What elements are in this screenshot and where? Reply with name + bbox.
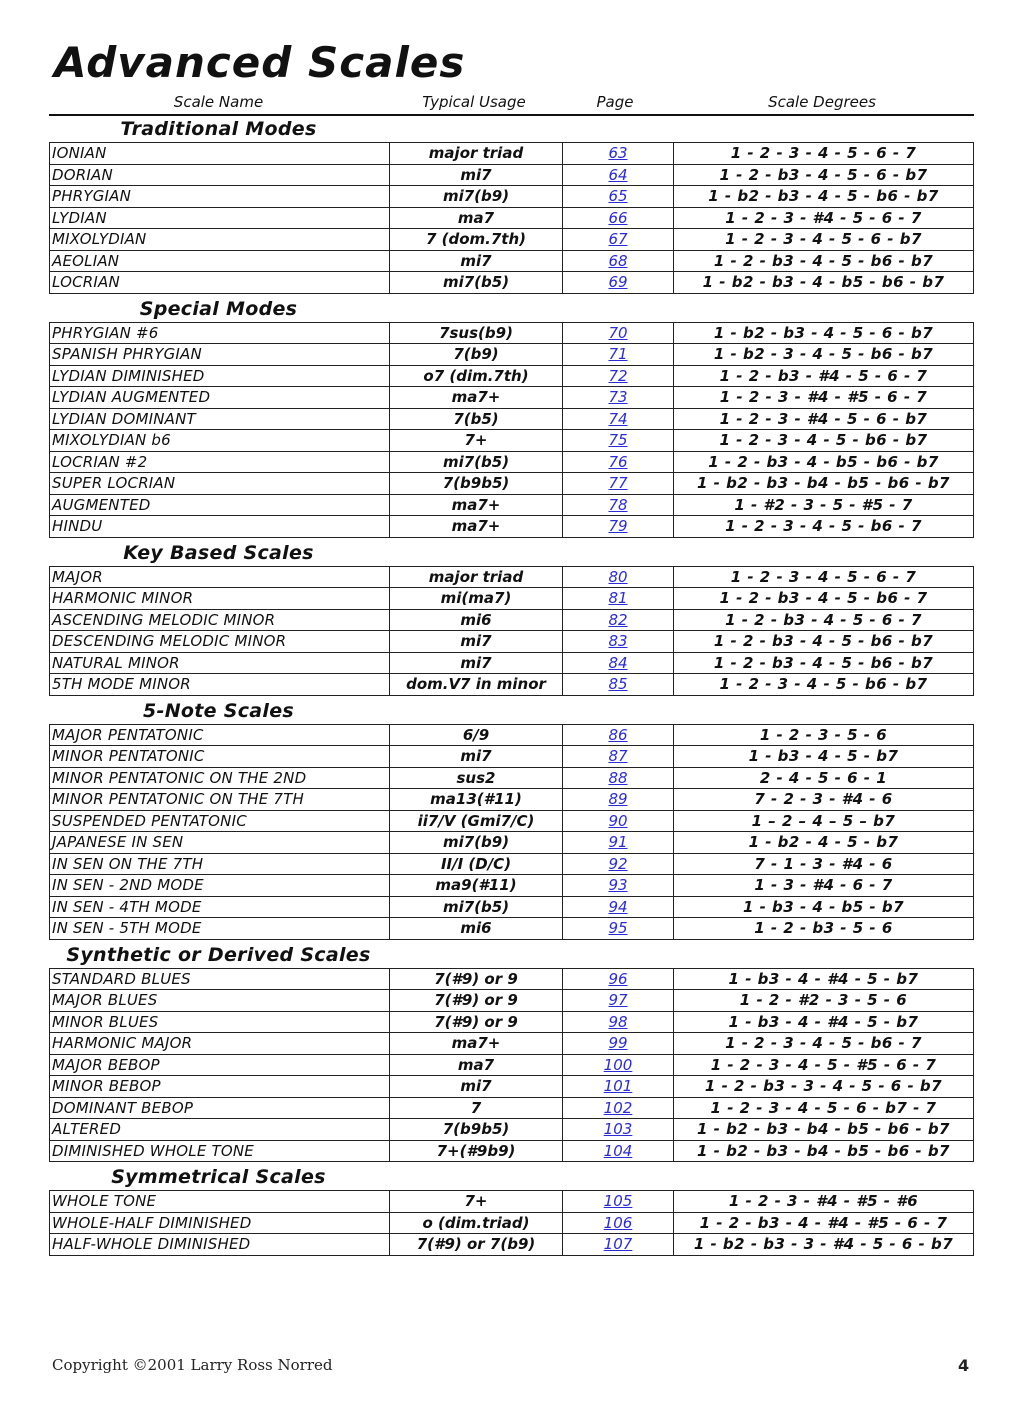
scale-degrees-cell: 1 - b2 - b3 - b4 - b5 - b6 - b7 [674,473,974,495]
typical-usage-cell: mi7 [390,631,563,653]
scale-table [49,566,974,696]
scale-degrees-cell: 1 - b2 - b3 - 4 - b5 - b6 - b7 [674,272,974,294]
table-row [50,143,974,165]
typical-usage-cell: 7(#9) or 9 [390,968,563,990]
typical-usage-cell: ma7+ [390,516,563,538]
scale-table [49,968,974,1163]
table-row [50,918,974,940]
page-cell [563,143,674,165]
scale-name-cell: LYDIAN [50,207,390,229]
page-link[interactable]: 75 [608,431,628,450]
typical-usage-cell: mi(ma7) [390,588,563,610]
table-row [50,810,974,832]
page-link[interactable]: 90 [608,811,628,830]
page-cell [563,566,674,588]
page-link[interactable]: 76 [608,452,628,471]
table-row [50,566,974,588]
page-link[interactable]: 89 [608,790,628,809]
page-link[interactable]: 100 [603,1055,633,1074]
typical-usage-cell: ma7+ [390,494,563,516]
table-row [50,229,974,251]
page-cell [563,1033,674,1055]
page-cell [563,473,674,495]
page-cell [563,1054,674,1076]
table-row [50,968,974,990]
scale-degrees-cell: 1 - 2 - b3 - 4 - b5 - b6 - b7 [674,451,974,473]
scale-degrees-cell: 1 - 2 - 3 - 4 - 5 - b6 - 7 [674,1033,974,1055]
page-cell [563,1097,674,1119]
scale-name-cell: HALF-WHOLE DIMINISHED [50,1234,390,1256]
table-row [50,250,974,272]
scale-name-cell: WHOLE-HALF DIMINISHED [50,1212,390,1234]
table-row [50,1097,974,1119]
typical-usage-cell: mi7(b9) [390,832,563,854]
scale-name-cell: LOCRIAN [50,272,390,294]
page-cell [563,494,674,516]
page-link[interactable]: 96 [608,969,628,988]
table-row [50,516,974,538]
page-cell [563,652,674,674]
page-link[interactable]: 84 [608,653,628,672]
scale-name-cell: HINDU [50,516,390,538]
typical-usage-cell: ma7 [390,1054,563,1076]
page-link[interactable]: 91 [608,833,628,852]
page-cell [563,1191,674,1213]
table-row [50,724,974,746]
scale-degrees-cell: 1 - 2 - 3 - #4 - 5 - 6 - b7 [674,408,974,430]
page-link[interactable]: 104 [603,1141,633,1160]
scale-name-cell: MAJOR BEBOP [50,1054,390,1076]
scale-name-cell: IN SEN - 2ND MODE [50,875,390,897]
typical-usage-cell: major triad [390,143,563,165]
scale-name-cell: ALTERED [50,1119,390,1141]
page-link[interactable]: 102 [603,1098,633,1117]
scale-degrees-cell: 1 - 2 - 3 - #4 - #5 - #6 [674,1191,974,1213]
table-row [50,674,974,696]
table-row [50,186,974,208]
page-cell [563,918,674,940]
typical-usage-cell: mi6 [390,609,563,631]
scale-name-cell: MINOR BEBOP [50,1076,390,1098]
scale-name-cell: MIXOLYDIAN [50,229,390,251]
scale-name-cell: MINOR PENTATONIC [50,746,390,768]
table-row [50,896,974,918]
page-link[interactable]: 105 [603,1192,633,1211]
scale-name-cell: MIXOLYDIAN b6 [50,430,390,452]
page-cell [563,229,674,251]
page-cell [563,832,674,854]
page-link[interactable]: 63 [608,144,628,163]
table-row [50,631,974,653]
table-row [50,832,974,854]
page-cell [563,631,674,653]
scale-degrees-cell: 1 - 2 - b3 - #4 - 5 - 6 - 7 [674,365,974,387]
table-row [50,1076,974,1098]
scale-name-cell: SUSPENDED PENTATONIC [50,810,390,832]
page-link[interactable]: 67 [608,230,628,249]
scale-name-cell: PHRYGIAN [50,186,390,208]
page-cell [563,896,674,918]
scale-table [49,724,974,940]
table-row [50,494,974,516]
page-link[interactable]: 65 [608,187,628,206]
page-link[interactable]: 83 [608,632,628,651]
typical-usage-cell: o7 (dim.7th) [390,365,563,387]
page-link[interactable]: 70 [608,323,628,342]
column-header-scale-name: Scale Name [173,93,264,111]
page-link[interactable]: 95 [608,919,628,938]
scale-degrees-cell: 2 - 4 - 5 - 6 - 1 [674,767,974,789]
scale-degrees-cell: 1 - 2 - b3 - 4 - 5 - b6 - b7 [674,631,974,653]
page-cell [563,990,674,1012]
scale-degrees-cell: 1 - b3 - 4 - b5 - b7 [674,896,974,918]
scale-name-cell: DESCENDING MELODIC MINOR [50,631,390,653]
scale-degrees-cell: 1 - 2 - 3 - 4 - 5 - 6 - b7 [674,229,974,251]
page-cell [563,724,674,746]
page-cell [563,516,674,538]
typical-usage-cell: major triad [390,566,563,588]
table-row [50,875,974,897]
section-title: Key Based Scales [123,541,314,564]
table-row [50,1212,974,1234]
typical-usage-cell: mi6 [390,918,563,940]
page-cell [563,387,674,409]
table-row [50,408,974,430]
page-link[interactable]: 77 [608,474,628,493]
page-link[interactable]: 72 [608,366,628,385]
typical-usage-cell: 7+(#9b9) [390,1140,563,1162]
page-link[interactable]: 93 [608,876,628,895]
page-link[interactable]: 94 [608,897,628,916]
page-cell [563,789,674,811]
scale-degrees-cell: 1 – 2 – 4 – 5 – b7 [674,810,974,832]
scale-name-cell: MINOR PENTATONIC ON THE 2ND [50,767,390,789]
column-header-row [49,92,974,116]
table-row [50,746,974,768]
scale-name-cell: DOMINANT BEBOP [50,1097,390,1119]
section-title: Symmetrical Scales [111,1166,326,1188]
page-link[interactable]: 106 [603,1213,633,1232]
scale-degrees-cell: 1 - 2 - b3 - 4 - 5 - b6 - b7 [674,250,974,272]
table-row [50,430,974,452]
scale-degrees-cell: 1 - b2 - b3 - 4 - 5 - b6 - b7 [674,186,974,208]
typical-usage-cell: II/I (D/C) [390,853,563,875]
scale-degrees-cell: 1 - 2 - b3 - 4 - #4 - #5 - 6 - 7 [674,1212,974,1234]
typical-usage-cell: 7 [390,1097,563,1119]
scale-name-cell: DORIAN [50,164,390,186]
typical-usage-cell: 7(#9) or 9 [390,990,563,1012]
page-link[interactable]: 73 [608,388,628,407]
page-cell [563,968,674,990]
scale-degrees-cell: 1 - 2 - b3 - 4 - 5 - b6 - b7 [674,652,974,674]
page-cell [563,164,674,186]
page-link[interactable]: 69 [608,273,628,292]
page-cell [563,746,674,768]
scale-degrees-cell: 1 - 2 - 3 - 4 - 5 - b6 - 7 [674,516,974,538]
page-link[interactable]: 88 [608,768,628,787]
scale-table [49,322,974,538]
page-link[interactable]: 87 [608,747,628,766]
typical-usage-cell: mi7 [390,1076,563,1098]
scale-name-cell: 5TH MODE MINOR [50,674,390,696]
typical-usage-cell: ma7+ [390,387,563,409]
typical-usage-cell: 7(#9) or 9 [390,1011,563,1033]
page-cell [563,1212,674,1234]
typical-usage-cell: ii7/V (Gmi7/C) [390,810,563,832]
typical-usage-cell: 7sus(b9) [390,322,563,344]
page-cell [563,609,674,631]
scale-name-cell: NATURAL MINOR [50,652,390,674]
page-link[interactable]: 92 [608,854,628,873]
page-link[interactable]: 80 [608,567,628,586]
table-row [50,1033,974,1055]
table-row [50,1011,974,1033]
scale-degrees-cell: 7 - 2 - 3 - #4 - 6 [674,789,974,811]
scale-degrees-cell: 1 - b2 - b3 - 3 - #4 - 5 - 6 - b7 [674,1234,974,1256]
column-header-typical-usage: Typical Usage [422,93,526,111]
scale-table [49,142,974,294]
scale-name-cell: MAJOR PENTATONIC [50,724,390,746]
page-link[interactable]: 64 [608,165,628,184]
scale-name-cell: LYDIAN AUGMENTED [50,387,390,409]
table-row [50,207,974,229]
page-cell [563,1011,674,1033]
scale-name-cell: HARMONIC MAJOR [50,1033,390,1055]
page-link[interactable]: 66 [608,208,628,227]
section-title: Special Modes [139,297,298,320]
table-row [50,365,974,387]
typical-usage-cell: 7(#9) or 7(b9) [390,1234,563,1256]
scale-degrees-cell: 1 - 2 - 3 - #4 - #5 - 6 - 7 [674,387,974,409]
table-row [50,1191,974,1213]
typical-usage-cell: 7(b9) [390,344,563,366]
page-link[interactable]: 99 [608,1034,628,1053]
table-row [50,272,974,294]
page-link[interactable]: 101 [603,1077,633,1096]
page-cell [563,875,674,897]
scale-name-cell: IN SEN ON THE 7TH [50,853,390,875]
section-title: Synthetic or Derived Scales [66,943,371,966]
scale-name-cell: IN SEN - 4TH MODE [50,896,390,918]
scale-name-cell: PHRYGIAN #6 [50,322,390,344]
scale-degrees-cell: 1 - b2 - 4 - 5 - b7 [674,832,974,854]
scale-degrees-cell: 1 - 2 - 3 - 5 - 6 [674,724,974,746]
scale-degrees-cell: 7 - 1 - 3 - #4 - 6 [674,853,974,875]
typical-usage-cell: ma7 [390,207,563,229]
page-cell [563,588,674,610]
page-title: Advanced Scales [54,38,466,87]
scale-degrees-cell: 1 - 2 - 3 - #4 - 5 - 6 - 7 [674,207,974,229]
page-link[interactable]: 71 [608,345,628,364]
table-row [50,1234,974,1256]
page-link[interactable]: 78 [608,495,628,514]
scale-name-cell: IN SEN - 5TH MODE [50,918,390,940]
page-cell [563,810,674,832]
page-cell [563,186,674,208]
table-row [50,387,974,409]
typical-usage-cell: mi7(b5) [390,272,563,294]
typical-usage-cell: o (dim.triad) [390,1212,563,1234]
page-link[interactable]: 82 [608,610,628,629]
page-link[interactable]: 85 [608,675,628,694]
typical-usage-cell: 7(b9b5) [390,1119,563,1141]
typical-usage-cell: dom.V7 in minor [390,674,563,696]
scale-name-cell: IONIAN [50,143,390,165]
scale-degrees-cell: 1 - b2 - b3 - 4 - 5 - 6 - b7 [674,322,974,344]
scale-name-cell: MINOR PENTATONIC ON THE 7TH [50,789,390,811]
typical-usage-cell: 7+ [390,430,563,452]
scale-name-cell: LOCRIAN #2 [50,451,390,473]
scale-degrees-cell: 1 - b2 - b3 - b4 - b5 - b6 - b7 [674,1119,974,1141]
scale-table [49,1190,974,1256]
scale-degrees-cell: 1 - b3 - 4 - 5 - b7 [674,746,974,768]
page-cell [563,1076,674,1098]
page-link[interactable]: 86 [608,725,628,744]
page-link[interactable]: 97 [608,991,628,1010]
scale-name-cell: HARMONIC MINOR [50,588,390,610]
typical-usage-cell: sus2 [390,767,563,789]
scale-degrees-cell: 1 - 2 - 3 - 4 - 5 - #5 - 6 - 7 [674,1054,974,1076]
table-row [50,322,974,344]
page-link[interactable]: 79 [608,517,628,536]
page-cell [563,272,674,294]
page-link[interactable]: 81 [608,589,628,608]
scale-name-cell: ASCENDING MELODIC MINOR [50,609,390,631]
typical-usage-cell: mi7(b5) [390,896,563,918]
typical-usage-cell: 7(b5) [390,408,563,430]
copyright-notice: Copyright ©2001 Larry Ross Norred [52,1356,333,1374]
page-link[interactable]: 68 [608,251,628,270]
scale-name-cell: STANDARD BLUES [50,968,390,990]
scale-name-cell: AEOLIAN [50,250,390,272]
page-cell [563,365,674,387]
table-row [50,1140,974,1162]
scale-name-cell: LYDIAN DOMINANT [50,408,390,430]
typical-usage-cell: ma7+ [390,1033,563,1055]
scale-degrees-cell: 1 - b2 - b3 - b4 - b5 - b6 - b7 [674,1140,974,1162]
scale-name-cell: LYDIAN DIMINISHED [50,365,390,387]
scale-degrees-cell: 1 - b3 - 4 - #4 - 5 - b7 [674,968,974,990]
section-title: Traditional Modes [120,118,317,140]
typical-usage-cell: mi7(b5) [390,451,563,473]
table-row [50,767,974,789]
table-row [50,652,974,674]
scale-degrees-cell: 1 - 2 - b3 - 5 - 6 [674,918,974,940]
table-row [50,473,974,495]
typical-usage-cell: 6/9 [390,724,563,746]
scale-degrees-cell: 1 - b2 - 3 - 4 - 5 - b6 - b7 [674,344,974,366]
table-row [50,609,974,631]
page-cell [563,1140,674,1162]
scale-name-cell: MAJOR BLUES [50,990,390,1012]
page-link[interactable]: 98 [608,1012,628,1031]
scale-name-cell: SPANISH PHRYGIAN [50,344,390,366]
table-row [50,990,974,1012]
page-cell [563,853,674,875]
scale-name-cell: JAPANESE IN SEN [50,832,390,854]
scale-degrees-cell: 1 - 2 - b3 - 4 - 5 - 6 - 7 [674,609,974,631]
section-title: 5-Note Scales [142,699,295,722]
page-cell [563,451,674,473]
typical-usage-cell: mi7(b9) [390,186,563,208]
column-header-page: Page [596,93,634,111]
table-row [50,853,974,875]
scale-degrees-cell: 1 - b3 - 4 - #4 - 5 - b7 [674,1011,974,1033]
page-cell [563,344,674,366]
table-row [50,344,974,366]
scale-name-cell: WHOLE TONE [50,1191,390,1213]
scale-degrees-cell: 1 - 2 - 3 - 4 - 5 - 6 - b7 - 7 [674,1097,974,1119]
scale-degrees-cell: 1 - #2 - 3 - 5 - #5 - 7 [674,494,974,516]
typical-usage-cell: ma13(#11) [390,789,563,811]
scale-degrees-cell: 1 - 2 - b3 - 4 - 5 - 6 - b7 [674,164,974,186]
table-row [50,789,974,811]
scale-degrees-cell: 1 - 2 - b3 - 3 - 4 - 5 - 6 - b7 [674,1076,974,1098]
scale-name-cell: AUGMENTED [50,494,390,516]
table-row [50,451,974,473]
column-header-scale-degrees: Scale Degrees [768,93,876,111]
page-cell [563,1119,674,1141]
typical-usage-cell: 7+ [390,1191,563,1213]
page-cell [563,430,674,452]
scale-sections [49,114,974,1256]
page-link[interactable]: 103 [603,1120,633,1139]
typical-usage-cell: mi7 [390,250,563,272]
typical-usage-cell: 7 (dom.7th) [390,229,563,251]
page-cell [563,322,674,344]
page-cell [563,674,674,696]
page-link[interactable]: 107 [603,1235,633,1254]
scale-degrees-cell: 1 - 2 - 3 - 4 - 5 - 6 - 7 [674,143,974,165]
typical-usage-cell: mi7 [390,746,563,768]
table-row [50,1054,974,1076]
scale-degrees-cell: 1 - 3 - #4 - 6 - 7 [674,875,974,897]
page-cell [563,767,674,789]
scale-name-cell: DIMINISHED WHOLE TONE [50,1140,390,1162]
scale-degrees-cell: 1 - 2 - b3 - 4 - 5 - b6 - 7 [674,588,974,610]
scale-degrees-cell: 1 - 2 - 3 - 4 - 5 - b6 - b7 [674,430,974,452]
scale-name-cell: MINOR BLUES [50,1011,390,1033]
typical-usage-cell: mi7 [390,164,563,186]
typical-usage-cell: ma9(#11) [390,875,563,897]
scale-degrees-cell: 1 - 2 - 3 - 4 - 5 - 6 - 7 [674,566,974,588]
page-number: 4 [958,1356,970,1375]
typical-usage-cell: 7(b9b5) [390,473,563,495]
table-row [50,164,974,186]
scale-name-cell: MAJOR [50,566,390,588]
typical-usage-cell: mi7 [390,652,563,674]
scale-degrees-cell: 1 - 2 - 3 - 4 - 5 - b6 - b7 [674,674,974,696]
page-cell [563,1234,674,1256]
scale-degrees-cell: 1 - 2 - #2 - 3 - 5 - 6 [674,990,974,1012]
page-link[interactable]: 74 [608,409,628,428]
table-row [50,588,974,610]
page-cell [563,207,674,229]
page-cell [563,250,674,272]
scale-name-cell: SUPER LOCRIAN [50,473,390,495]
table-row [50,1119,974,1141]
page-cell [563,408,674,430]
